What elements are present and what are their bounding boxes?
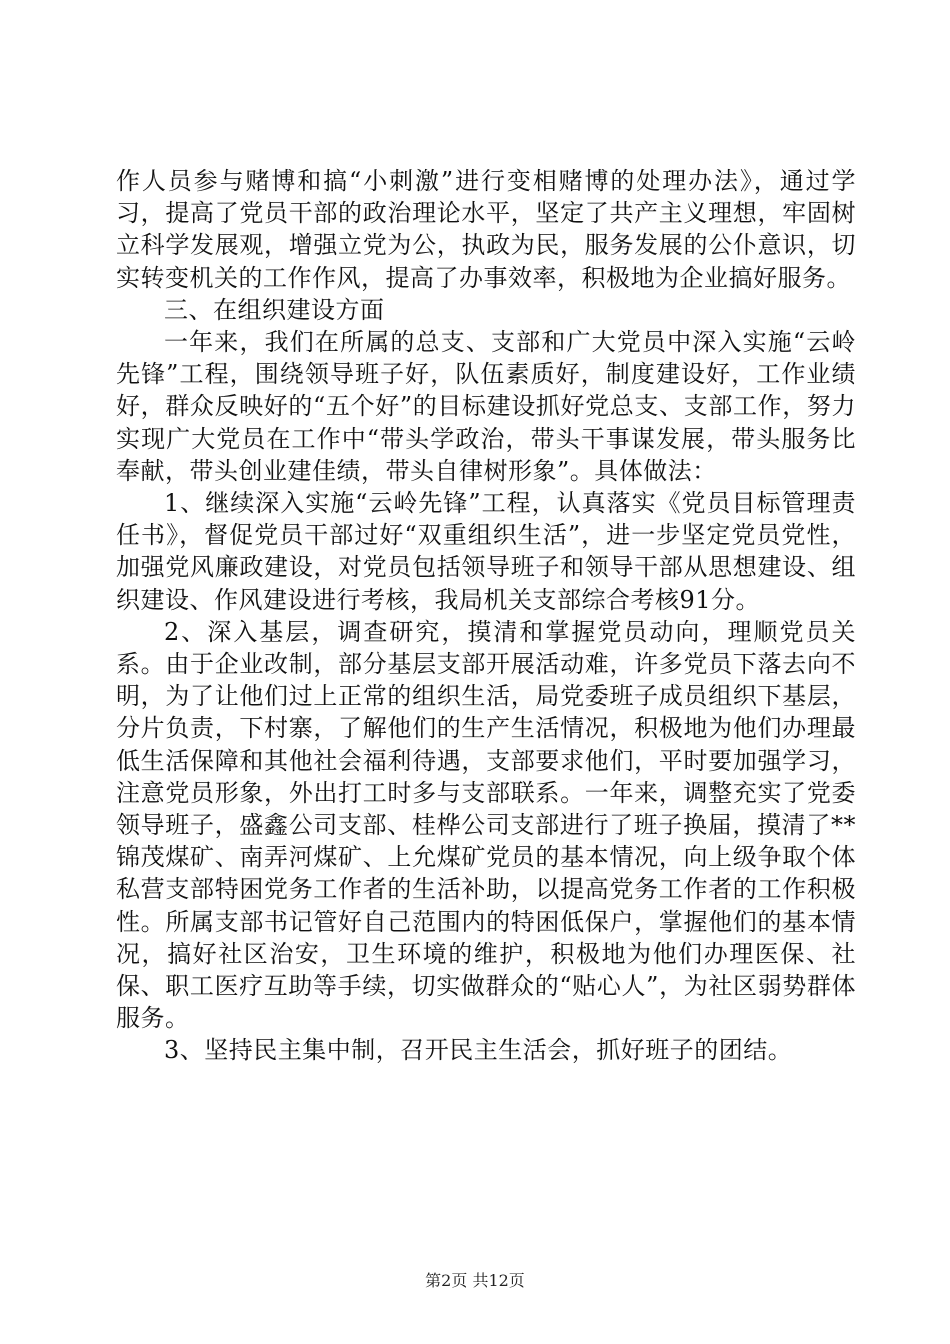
page-number-footer: 第2页 共12页 xyxy=(425,1271,525,1290)
paragraph-item-2: 2、深入基层，调查研究，摸清和掌握党员动向，理顺党员关系。由于企业改制，部分基层支部开展活动难，许多党员下落去向不明，为了让他们过上正常的组织生活，局党委班子成员组织下基层，分片负责，下村寨，了解他们的生产生活情况，积极地为他们办理最低生活保障和其他社会福利待遇，支部要求他们，平时要加强学习，注意党员形象，外出打工时多与支部联系。一年来，调整充实了党委领导班子，盛鑫公司支部、桂桦公司支部进行了班子换届，摸清了**锦茂煤矿、南弄河煤矿、上允煤矿党员的基本情况，向上级争取个体私营支部特困党务工作者的生活补助，以提高党务工作者的工作积极性。所属支部书记管好自己范围内的特困低保户，掌握他们的基本情况，搞好社区治安，卫生环境的维护，积极地为他们办理医保、社保、职工医疗互助等手续，切实做群众的“贴心人”，为社区弱势群体服务。 xyxy=(116,617,856,1033)
paragraph-continuation: 作人员参与赌博和搞“小刺激”进行变相赌博的处理办法》，通过学习，提高了党员干部的政治理论水平，坚定了共产主义理想，牢固树立科学发展观，增强立党为公，执政为民，服务发展的公仆意识，切实转变机关的工作作风，提高了办事效率，积极地为企业搞好服务。 xyxy=(116,167,856,292)
paragraph-item-1: 1、继续深入实施“云岭先锋”工程，认真落实《党员目标管理责任书》，督促党员干部过好“双重组织生活”，进一步坚定党员党性，加强党风廉政建设，对党员包括领导班子和领导干部从思想建设、组织建设、作风建设进行考核，我局机关支部综合考核91分。 xyxy=(116,489,856,614)
section-heading: 三、在组织建设方面 xyxy=(164,295,385,324)
paragraph-intro: 一年来，我们在所属的总支、支部和广大党员中深入实施“云岭先锋”工程，围绕领导班子好，队伍素质好，制度建设好，工作业绩好，群众反映好的“五个好”的目标建设抓好党总支、支部工作，努力实现广大党员在工作中“带头学政治，带头干事谋发展，带头服务比奉献，带头创业建佳绩，带头自律树形象”。具体做法： xyxy=(116,328,856,485)
document-body xyxy=(116,165,856,1067)
paragraph-item-3: 3、坚持民主集中制，召开民主生活会，抓好班子的团结。 xyxy=(164,1036,793,1065)
